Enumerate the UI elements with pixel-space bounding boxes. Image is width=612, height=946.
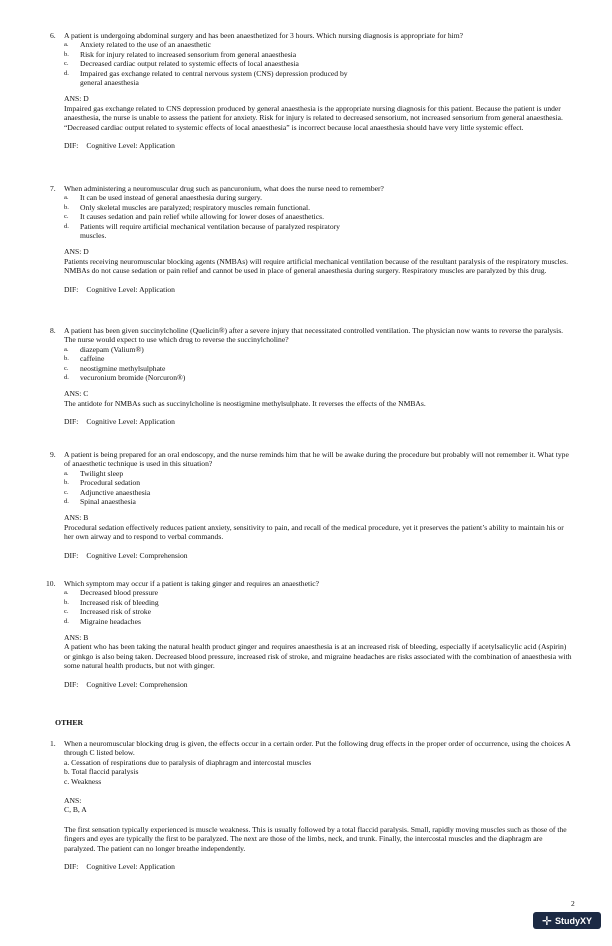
options-list <box>64 588 572 626</box>
option-c: c. Adjunctive anaesthesia <box>64 487 151 497</box>
question-stem: Which symptom may occur if a patient is taking ginger and requires an anaesthetic? <box>64 579 319 588</box>
option-a: a. It can be used instead of general anaesthesia during surgery. <box>64 193 262 203</box>
option-a: a. Decreased blood pressure <box>64 588 159 598</box>
option-d: d. Impaired gas exchange related to central nervous system (CNS) depression produced by general anaesthesia <box>64 68 348 88</box>
question-6 <box>50 31 572 151</box>
logo-text: StudyXY <box>555 915 593 926</box>
question-number: 8. <box>50 326 56 335</box>
options-list <box>64 345 572 383</box>
option-c: c. It causes sedation and pain relief while allowing for lower doses of anaesthetics. <box>64 212 324 222</box>
question-number: 1. <box>50 739 56 748</box>
option-c: c. neostigmine methylsulphate <box>64 363 166 373</box>
option-a: a. Anxiety related to the use of an anaesthetic <box>64 40 211 50</box>
choice-a: a. Cessation of respirations due to paralysis of diaphragm and intercostal muscles <box>64 757 312 767</box>
question-10 <box>46 579 572 689</box>
difficulty: DIF: Cognitive Level: Application <box>64 862 175 872</box>
question-number: 10. <box>46 579 56 588</box>
question-number: 7. <box>50 184 56 193</box>
option-d: d. Spinal anaesthesia <box>64 497 136 507</box>
option-d: d. Migraine headaches <box>64 616 141 626</box>
option-b: b. caffeine <box>64 354 105 364</box>
rationale: The first sensation typically experienced is muscle weakness. This is usually followed by a total flaccid paralysis. Small, rapidly moving muscles such as those of the fingers and eyes are typically the first to be paralyzed. The next are those of the limbs, neck, and trunk. Finally, the intercostal muscles and the diaphragm are paralyzed. The patient can no longer breathe independently. <box>64 824 567 853</box>
option-b: b. Risk for injury related to increased sensorium from general anaesthesia <box>64 49 297 59</box>
options-list <box>64 193 572 240</box>
answer-key: ANS: B <box>64 513 89 523</box>
other-question-1 <box>50 739 572 872</box>
rationale: Patients receiving neuromuscular blocking agents (NMBAs) will require artificial mechanical ventilation because of the resultant paralysis of the respiratory muscles. NMBAs do not cause sedation or pain relief and cannot be used in place of general anaesthesia during surgery. Respiratory muscles are paralyzed by this drug. <box>64 256 568 276</box>
answer-label: ANS: <box>64 796 82 806</box>
option-d: d. Patients will require artificial mechanical ventilation because of paralyzed respiratory muscles. <box>64 221 340 241</box>
studyxy-logo[interactable] <box>533 912 601 929</box>
option-b: b. Only skeletal muscles are paralyzed; respiratory muscles remain functional. <box>64 202 311 212</box>
question-stem: When administering a neuromuscular drug such as pancuronium, what does the nurse need to remember? <box>64 184 384 193</box>
option-b: b. Increased risk of bleeding <box>64 597 159 607</box>
option-c: c. Increased risk of stroke <box>64 607 152 617</box>
page-number: 2 <box>571 899 575 908</box>
question-7 <box>50 184 572 294</box>
answer-key: ANS: C <box>64 389 89 399</box>
difficulty: DIF: Cognitive Level: Comprehension <box>64 679 188 689</box>
question-stem: A patient is undergoing abdominal surgery and has been anaesthetized for 3 hours. Which nursing diagnosis is appropriate for him? <box>64 31 464 40</box>
difficulty: DIF: Cognitive Level: Comprehension <box>64 550 188 560</box>
question-stem: A patient is being prepared for an oral endoscopy, and the nurse reminds him that he will be awake during the procedure but probably will not remember it. What type of anaesthetic technique is used in this situation? <box>64 450 569 469</box>
options-list <box>64 469 572 507</box>
options-list <box>64 40 572 87</box>
choice-list <box>64 758 572 786</box>
section-heading: OTHER <box>55 718 84 727</box>
question-stem: When a neuromuscular blocking drug is given, the effects occur in a certain order. Put the following drug effects in the proper order of occurrence, using the choices A through C listed below. <box>64 739 571 758</box>
option-a: a. diazepam (Valium®) <box>64 344 144 354</box>
question-number: 6. <box>50 31 56 40</box>
choice-c: c. Weakness <box>64 776 102 786</box>
rationale: Impaired gas exchange related to CNS depression produced by general anaesthesia is the appropriate nursing diagnosis for this patient. Because the patient is under anaesthesia, the nurse is unable to assess the patient for anxiety. Risk for injury is related to decreased sensorium, not increased sensorium from general anaesthesia. “Decreased cardiac output related to systemic effects of local anaesthesia” is incorrect because local anaesthesia should have very little systemic effect. <box>64 103 563 132</box>
rationale: A patient who has been taking the natural health product ginger and requires anaesthesia is at an increased risk of bleeding, especially if acetylsalicylic acid (Aspirin) or ginkgo is also being taken. Decreased blood pressure, increased risk of stroke, and migraine headaches are risks associated with the combination of anaesthesia with some natural health products, but not with ginger. <box>64 642 572 671</box>
plus-icon: ✛ <box>541 913 553 928</box>
difficulty: DIF: Cognitive Level: Application <box>64 284 175 294</box>
question-stem: A patient has been given succinylcholine (Quelicin®) after a severe injury that necessitated controlled ventilation. The physician now wants to reverse the paralysis. The nurse would expect to use which drug to reverse the succinylcholine? <box>64 326 564 345</box>
difficulty: DIF: Cognitive Level: Application <box>64 417 175 427</box>
rationale: Procedural sedation effectively reduces patient anxiety, sensitivity to pain, and recall of the medical procedure, yet it preserves the patient’s ability to maintain his or her own airway and to respond to verbal commands. <box>64 522 564 542</box>
rationale: The antidote for NMBAs such as succinylcholine is neostigmine methylsulphate. It reverses the effects of the NMBAs. <box>64 398 426 408</box>
choice-b: b. Total flaccid paralysis <box>64 767 139 777</box>
answer-key: ANS: D <box>64 247 89 257</box>
option-c: c. Decreased cardiac output related to systemic effects of local anaesthesia <box>64 59 299 69</box>
difficulty: DIF: Cognitive Level: Application <box>64 141 175 151</box>
option-d: d. vecuronium bromide (Norcuron®) <box>64 373 186 383</box>
question-9 <box>50 450 572 560</box>
answer-value: C, B, A <box>64 805 87 815</box>
option-b: b. Procedural sedation <box>64 478 141 488</box>
question-number: 9. <box>50 450 56 459</box>
answer-key: ANS: D <box>64 94 89 104</box>
answer-key: ANS: B <box>64 633 89 643</box>
option-a: a. Twilight sleep <box>64 468 124 478</box>
question-8 <box>50 326 572 427</box>
